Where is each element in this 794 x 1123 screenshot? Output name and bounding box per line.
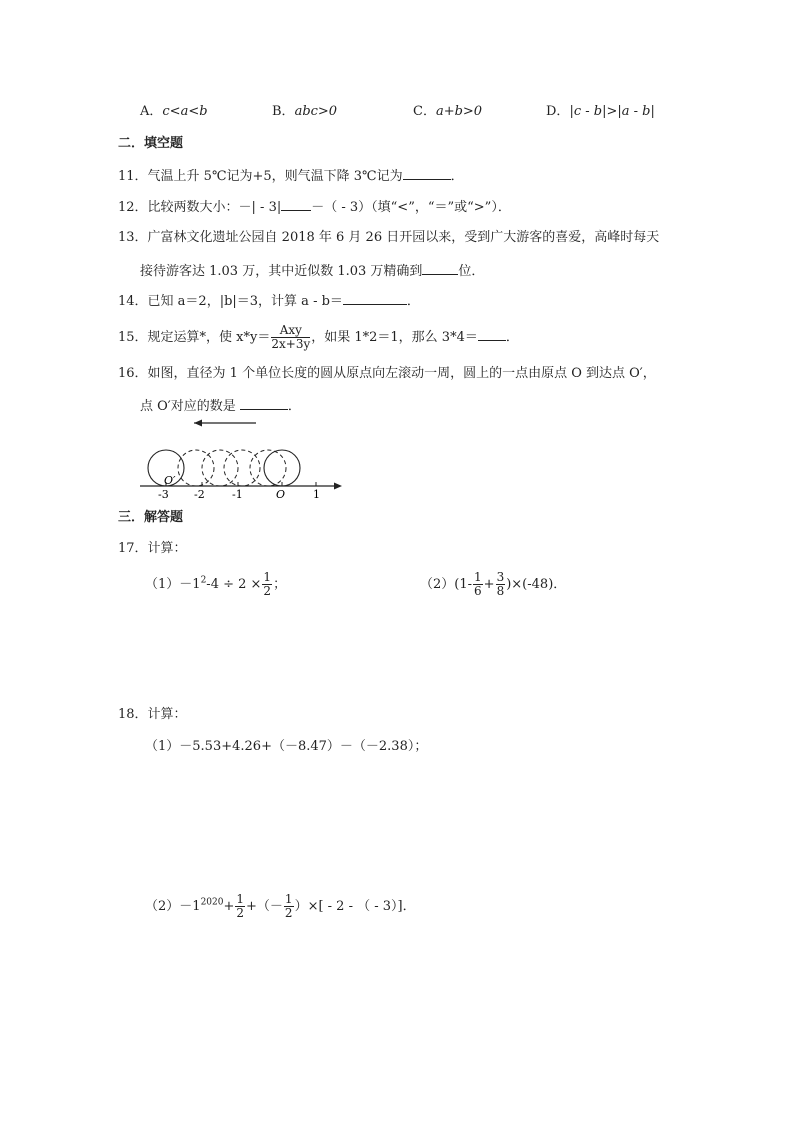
circle-dashed — [178, 450, 214, 486]
fraction: $\frac{1}{2}$ — [263, 570, 272, 598]
section-title-fill-in: 二．填空题 — [118, 136, 184, 151]
question-16-line2: 点 O′对应的数是 ． — [140, 399, 301, 414]
circle-start — [264, 450, 300, 486]
question-18-part2: $(2)-1^{2020}+$ $\frac{1}{2}$ +（－ $\frac{1}{2}$ ）×[ - 2 - （ - 3）]． — [145, 892, 416, 920]
option-b: B．abc>0 — [272, 104, 338, 119]
rolling-circle-figure — [136, 416, 352, 502]
question-13-line2: 接待游客达 1.03 万，其中近似数 1.03 万精确到 位． — [140, 264, 485, 279]
fraction: $\frac{1}{2}$ — [236, 892, 245, 920]
option-a: A．c<a<b — [140, 104, 208, 119]
direction-arrow-head — [194, 420, 202, 427]
tick-label: -2 — [194, 488, 205, 501]
section-title-solve: 三．解答题 — [118, 510, 184, 525]
question-17-part1: $(1)-1^2-4 \div 2$ × $\frac{1}{2}$ ； — [145, 570, 287, 598]
question-18-title: 18．计算： — [118, 707, 187, 722]
question-11: 11．气温上升 5℃记为+5，则气温下降 3℃记为 ． — [118, 169, 464, 184]
option-d: D．|c - b|>|a - b| — [546, 104, 655, 119]
number-line-arrowhead — [334, 483, 342, 490]
question-16-line1: 16．如图，直径为 1 个单位长度的圆从原点向左滚动一周，圆上的一点由原点 O 到达点 O′， — [118, 366, 656, 381]
question-17-title: 17．计算： — [118, 541, 187, 556]
fraction: $\frac{\text{Axy}}{2x+3y}$ — [271, 323, 311, 351]
fraction: $\frac{3}{8}$ — [496, 570, 505, 598]
tick-label: 1 — [313, 488, 320, 501]
question-14: 14．已知 a＝2，|b|＝3，计算 a - b＝ ． — [118, 294, 420, 309]
tick-label: -3 — [158, 488, 169, 501]
question-15: 15．规定运算*，使 x*y＝ $\frac{\text{Axy}}{2x+3y}$ ，如果 1*2＝1，那么 3*4＝ ． — [118, 323, 519, 351]
fraction: $\frac{1}{2}$ — [284, 892, 293, 920]
circle-dashed — [202, 450, 238, 486]
fraction: $\frac{1}{6}$ — [474, 570, 482, 598]
question-12: 12．比较两数大小：－| - 3| －（ - 3）（填“<”，“＝”或“>”）． — [118, 200, 511, 215]
question-13-line1: 13．广富林文化遗址公园自 2018 年 6 月 26 日开园以来，受到广大游客的喜爱，高峰时每天 — [118, 230, 660, 245]
tick-label: O — [276, 488, 286, 501]
circle-dashed — [250, 450, 286, 486]
question-18-part1: （1）－5.53+4.26+（－8.47）－（－2.38）； — [145, 739, 428, 754]
question-17-part2: （2）(1- $\frac{1}{6}$ + $\frac{3}{8}$ )×(-48)． — [420, 570, 567, 598]
option-c: C．a+b>0 — [413, 104, 483, 119]
tick-label: -1 — [232, 488, 243, 501]
point-o-prime-label: O′ — [164, 474, 176, 487]
